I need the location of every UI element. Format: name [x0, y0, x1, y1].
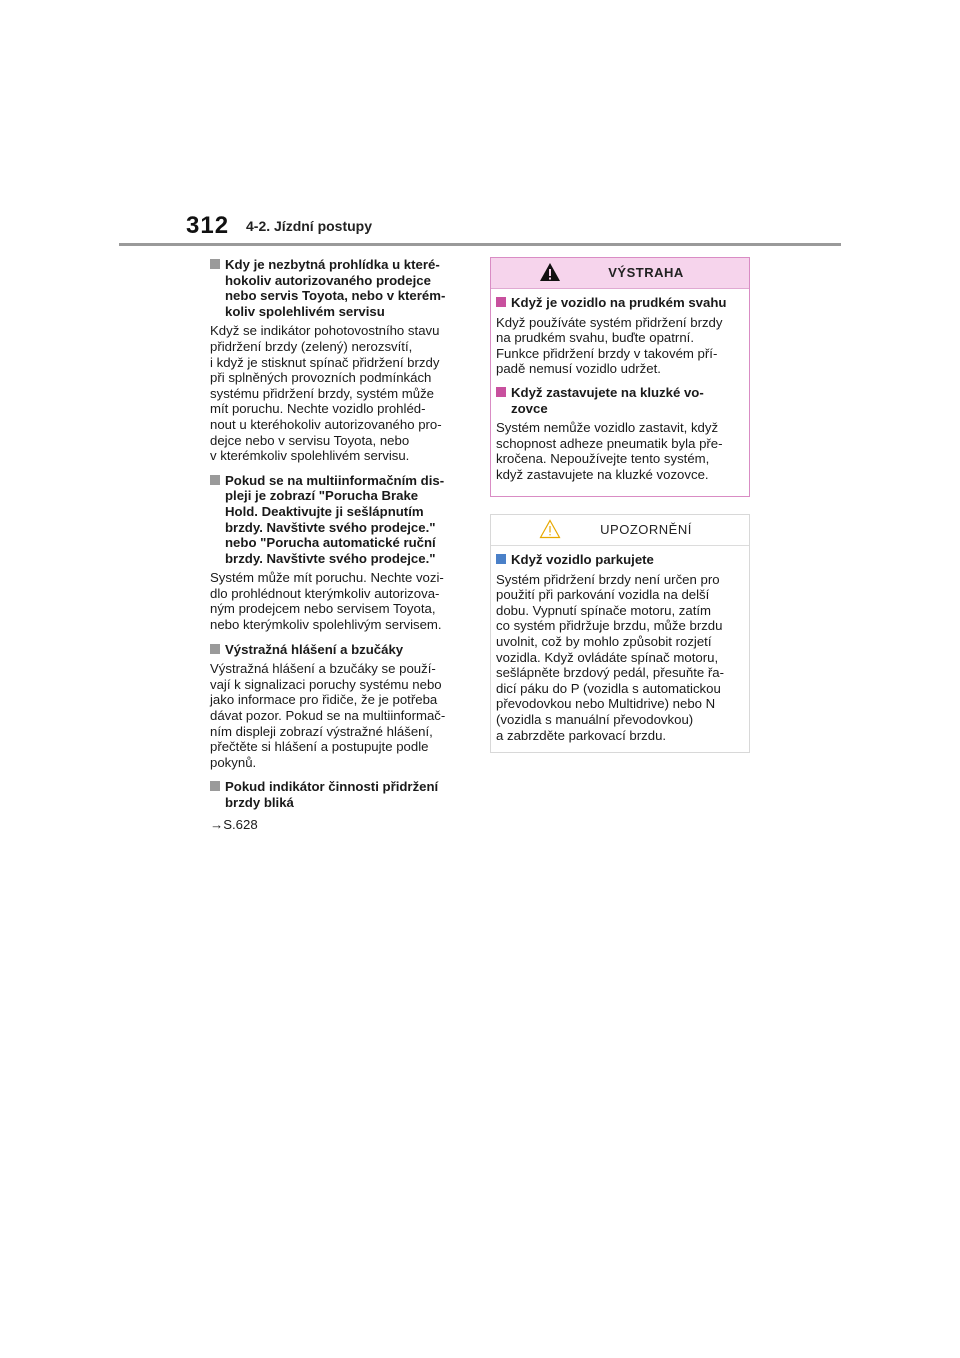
warning-box-header: [491, 258, 749, 289]
section-body: [496, 315, 745, 377]
caution-box-header: [491, 515, 749, 546]
heading-line: koliv spolehlivém servisu: [225, 303, 385, 319]
body-line: Funkce přidržení brzdy v takovém pří-: [496, 345, 718, 361]
body-line: na prudkém svahu, buďte opatrní.: [496, 330, 694, 346]
body-line: Systém nemůže vozidlo zastavit, když: [496, 420, 719, 436]
caution-section-parking: [496, 552, 745, 743]
heading-line: brzdy. Navštivte svého prodejce.": [225, 550, 436, 566]
body-line: v kterémkoliv spolehlivém servisu.: [210, 448, 410, 464]
body-line: pokynů.: [210, 754, 257, 770]
square-bullet-icon: [210, 259, 220, 269]
section-body: [496, 572, 745, 744]
page-reference-link[interactable]: →S.628: [210, 816, 258, 832]
caution-box: [490, 514, 750, 753]
caution-box-content: [491, 546, 749, 743]
section-heading: [496, 295, 745, 311]
heading-line: brzdy bliká: [225, 795, 294, 810]
chapter-title: 4-2. Jízdní postupy: [246, 218, 373, 234]
body-line: systému přidržení brzdy, systém může: [210, 385, 435, 401]
section-heading: [210, 473, 466, 567]
section-heading: [210, 642, 466, 658]
body-line: převodovkou nebo Multidrive) nebo N: [496, 696, 716, 712]
body-line: i když je stisknut spínač přidržení brzdy: [210, 354, 440, 370]
heading-line: nebo servis Toyota, nebo v kterém-: [225, 288, 446, 304]
body-line: použití při parkování vozidla na delší: [496, 587, 710, 603]
section-body: [210, 323, 466, 463]
heading-line: Výstražná hlášení a bzučáky: [225, 641, 404, 657]
section-heading: [210, 779, 466, 810]
body-line: vozidla. Když ovládáte spínač motoru,: [496, 649, 719, 665]
square-bullet-icon: [210, 475, 220, 485]
body-line: padě nemusí vozidlo udržet.: [496, 361, 661, 377]
body-line: přečtěte si hlášení a postupujte podle: [210, 739, 429, 755]
body-line: Když používáte systém přidržení brzdy: [496, 314, 723, 330]
body-line: mít poruchu. Nechte vozidlo prohléd-: [210, 401, 426, 417]
body-line: dicí páku do P (vozidla s automatickou: [496, 680, 721, 696]
body-line: dejce nebo v servisu Toyota, nebo: [210, 432, 410, 448]
body-line: nebo kterýmkoliv spolehlivým servisem.: [210, 617, 442, 633]
body-line: Když se indikátor pohotovostního stavu: [210, 323, 440, 339]
square-bullet-icon: [496, 387, 506, 397]
body-line: dobu. Vypnutí spínače motoru, zatím: [496, 602, 712, 618]
body-line: Systém přidržení brzdy není určen pro: [496, 571, 720, 587]
heading-line: Pokud se na multiinformačním dis-: [225, 472, 445, 488]
caution-box-title: UPOZORNĚNÍ: [600, 522, 692, 537]
warning-section-slippery-road: [496, 385, 745, 483]
section-multiinfo-message: [210, 473, 466, 633]
body-line: (vozidla s manuální převodovkou): [496, 711, 694, 727]
body-line: dlo prohlédnout kterýmkoliv autorizova-: [210, 585, 440, 601]
heading-line: Když je vozidlo na prudkém svahu: [511, 295, 727, 310]
body-line: uvolnit, což by mohlo způsobit rozjetí: [496, 633, 712, 649]
heading-line: Kdy je nezbytná prohlídka u které-: [225, 257, 440, 272]
body-line: jako informace pro řidiče, že je potřeba: [210, 692, 438, 708]
section-heading: [496, 552, 745, 568]
section-body: [496, 420, 745, 482]
page-header: [0, 0, 960, 250]
heading-line: Pokud indikátor činnosti přidržení: [225, 779, 439, 795]
body-line: co systém přidržuje brzdu, může brzdu: [496, 618, 723, 634]
body-line: a zabrzděte parkovací brzdu.: [496, 727, 667, 743]
heading-line: Hold. Deaktivujte ji sešlápnutím: [225, 503, 424, 519]
body-line: kročena. Nepoužívejte tento systém,: [496, 451, 710, 467]
body-line: ným prodejcem nebo servisem Toyota,: [210, 601, 436, 617]
section-body: [210, 661, 466, 770]
body-line: Výstražná hlášení a bzučáky se použí-: [210, 661, 436, 677]
section-indicator-blinks: [210, 779, 466, 832]
section-inspection: [210, 257, 466, 464]
warning-section-steep-slope: [496, 295, 745, 377]
body-line: schopnost adheze pneumatik byla pře-: [496, 435, 723, 451]
body-line: nout u kteréhokoliv autorizovaného pro-: [210, 416, 442, 432]
section-body: [210, 570, 466, 632]
section-heading: [210, 257, 466, 319]
section-warning-messages: [210, 642, 466, 771]
heading-line: hokoliv autorizovaného prodejce: [225, 272, 431, 288]
body-line: přidržení brzdy (zelený) nerozsvítí,: [210, 338, 413, 354]
warning-box-title: VÝSTRAHA: [608, 265, 684, 280]
heading-line: brzdy. Navštivte svého prodejce.": [225, 519, 436, 535]
heading-line: nebo "Porucha automatické ruční: [225, 535, 436, 551]
header-rule: [119, 243, 841, 246]
square-bullet-icon: [496, 554, 506, 564]
heading-line: zovce: [511, 400, 548, 416]
body-line: když zastavujete na kluzké vozovce.: [496, 466, 709, 482]
page-number: 312: [186, 212, 230, 239]
heading-line: pleji je zobrazí "Porucha Brake: [225, 488, 419, 504]
body-line: sešlápněte brzdový pedál, přesuňte řa-: [496, 665, 724, 681]
heading-line: Když zastavujete na kluzké vo-: [511, 384, 704, 400]
warning-box-content: [491, 289, 749, 483]
square-bullet-icon: [496, 297, 506, 307]
body-line: při splněných provozních podmínkách: [210, 370, 432, 386]
body-line: Systém může mít poruchu. Nechte vozi-: [210, 570, 444, 586]
warning-box: [490, 257, 750, 497]
section-heading: [496, 385, 745, 416]
heading-line: Když vozidlo parkujete: [511, 552, 654, 567]
body-line: vají k signalizaci poruchy systému nebo: [210, 676, 442, 692]
left-column: [210, 257, 466, 841]
square-bullet-icon: [210, 644, 220, 654]
body-line: dávat pozor. Pokud se na multiinformač-: [210, 708, 446, 724]
body-line: ním displeji zobrazí výstražné hlášení,: [210, 723, 433, 739]
square-bullet-icon: [210, 781, 220, 791]
